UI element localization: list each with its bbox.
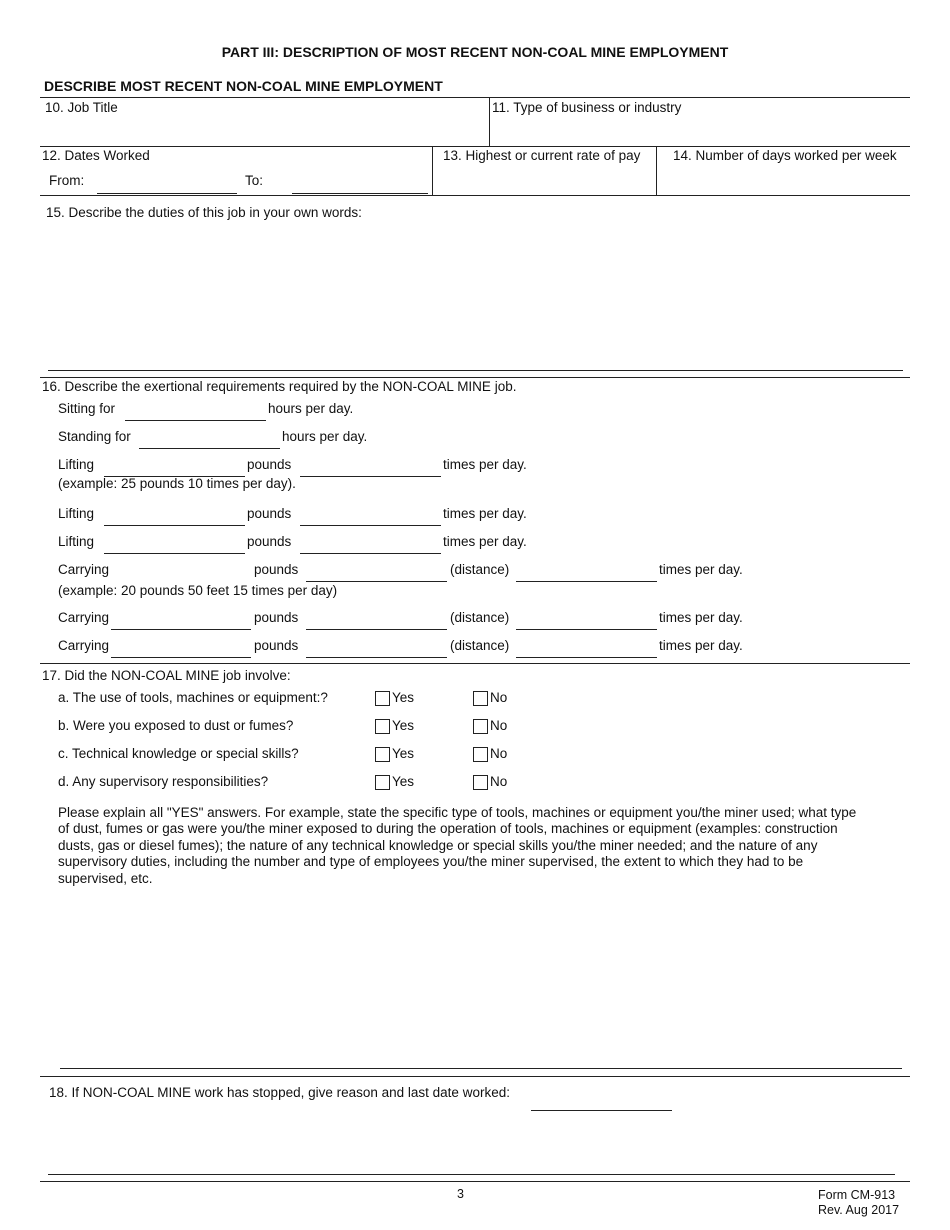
pounds-label: pounds [247, 506, 292, 521]
days-per-week-field[interactable] [657, 166, 910, 194]
standing-label: Standing for [58, 429, 131, 444]
dust-yes-checkbox[interactable] [375, 719, 390, 734]
explain-line: of dust, fumes or gas were you/the miner exposed to during the operation of tools, machines or equipment (examples: construction [58, 821, 838, 836]
carrying-pounds-field[interactable] [306, 629, 447, 630]
standing-hours-field[interactable] [139, 448, 280, 449]
supervisory-no-checkbox[interactable] [473, 775, 488, 790]
times-per-day-label: times per day. [659, 610, 743, 625]
carrying-weight-field[interactable] [111, 629, 251, 630]
lifting-times-field[interactable] [300, 476, 441, 477]
carrying-label: Carrying [58, 610, 110, 625]
days-per-week-label: 14. Number of days worked per week [673, 148, 897, 163]
distance-label: (distance) [450, 562, 510, 577]
divider [40, 663, 910, 664]
involve-item-technical: c. Technical knowledge or special skills? [58, 746, 299, 761]
yes-label: Yes [392, 718, 415, 733]
involve-item-dust: b. Were you exposed to dust or fumes? [58, 718, 294, 733]
pounds-label: pounds [247, 534, 292, 549]
carrying-distance-field[interactable] [516, 629, 657, 630]
divider [40, 195, 910, 196]
sitting-hours-field[interactable] [125, 420, 266, 421]
carrying-label: Carrying [58, 638, 110, 653]
no-label: No [490, 774, 508, 789]
carrying-distance-field[interactable] [516, 581, 657, 582]
reason-underline [48, 1174, 895, 1175]
divider [40, 1076, 910, 1077]
no-label: No [490, 690, 508, 705]
involve-label: 17. Did the NON-COAL MINE job involve: [42, 668, 291, 683]
stopped-label: 18. If NON-COAL MINE work has stopped, give reason and last date worked: [49, 1085, 510, 1100]
explain-underline [60, 1068, 902, 1069]
pounds-label: pounds [254, 562, 299, 577]
lifting-label: Lifting [58, 534, 95, 549]
distance-label: (distance) [450, 610, 510, 625]
no-label: No [490, 746, 508, 761]
form-number: Form CM-913 [818, 1188, 896, 1202]
times-per-day-label: times per day. [659, 638, 743, 653]
tools-no-checkbox[interactable] [473, 691, 488, 706]
carrying-label: Carrying [58, 562, 110, 577]
pay-rate-label: 13. Highest or current rate of pay [443, 148, 641, 163]
carrying-weight-field[interactable] [111, 657, 251, 658]
lifting-times-field[interactable] [300, 553, 441, 554]
page-number: 3 [457, 1187, 464, 1201]
hours-per-day-label: hours per day. [268, 401, 354, 416]
times-per-day-label: times per day. [443, 506, 527, 521]
involve-item-tools: a. The use of tools, machines or equipment:? [58, 690, 328, 705]
divider [40, 146, 910, 147]
dust-no-checkbox[interactable] [473, 719, 488, 734]
tools-yes-checkbox[interactable] [375, 691, 390, 706]
pounds-label: pounds [254, 638, 299, 653]
explain-field[interactable] [60, 892, 902, 1067]
business-type-field[interactable] [490, 118, 910, 146]
job-title-field[interactable] [40, 100, 488, 146]
times-per-day-label: times per day. [443, 534, 527, 549]
involve-item-supervisory: d. Any supervisory responsibilities? [58, 774, 269, 789]
duties-underline [48, 370, 903, 371]
hours-per-day-label: hours per day. [282, 429, 368, 444]
pay-rate-field[interactable] [433, 166, 655, 194]
stopped-reason-field[interactable] [48, 1118, 895, 1173]
duties-field[interactable] [48, 224, 903, 369]
duties-label: 15. Describe the duties of this job in your own words: [46, 205, 362, 220]
supervisory-yes-checkbox[interactable] [375, 775, 390, 790]
lifting-times-field[interactable] [300, 525, 441, 526]
carrying-pounds-field[interactable] [306, 581, 447, 582]
exertional-label: 16. Describe the exertional requirements required by the NON-COAL MINE job. [42, 379, 517, 394]
technical-yes-checkbox[interactable] [375, 747, 390, 762]
from-date-field[interactable] [97, 193, 237, 194]
last-date-field[interactable] [531, 1110, 672, 1111]
divider [40, 97, 910, 98]
pounds-label: pounds [247, 457, 292, 472]
yes-label: Yes [392, 774, 415, 789]
to-label: To: [245, 173, 264, 188]
carrying-pounds-field[interactable] [306, 657, 447, 658]
yes-label: Yes [392, 690, 415, 705]
lifting-example: (example: 25 pounds 10 times per day). [58, 476, 296, 491]
divider [40, 1181, 910, 1182]
section-title: DESCRIBE MOST RECENT NON-COAL MINE EMPLOYMENT [44, 78, 443, 94]
times-per-day-label: times per day. [659, 562, 743, 577]
divider [40, 377, 910, 378]
carrying-example: (example: 20 pounds 50 feet 15 times per day) [58, 583, 338, 598]
form-revision: Rev. Aug 2017 [818, 1203, 900, 1217]
explain-line: supervised, etc. [58, 871, 153, 886]
from-label: From: [49, 173, 85, 188]
explain-line: supervisory duties, including the number and type of employees you/the miner supervised, the extent to which they had to be [58, 854, 804, 869]
dates-worked-label: 12. Dates Worked [42, 148, 150, 163]
job-title-label: 10. Job Title [45, 100, 118, 115]
distance-label: (distance) [450, 638, 510, 653]
to-date-field[interactable] [292, 193, 428, 194]
technical-no-checkbox[interactable] [473, 747, 488, 762]
lifting-label: Lifting [58, 506, 95, 521]
sitting-label: Sitting for [58, 401, 116, 416]
times-per-day-label: times per day. [443, 457, 527, 472]
business-type-label: 11. Type of business or industry [492, 100, 682, 115]
carrying-distance-field[interactable] [516, 657, 657, 658]
explain-line: dusts, gas or diesel fumes); the nature of any technical knowledge or special skills you/the miner needed; and the nature of any [58, 838, 818, 853]
lifting-label: Lifting [58, 457, 95, 472]
explain-line: Please explain all "YES" answers. For example, state the specific type of tools, machines or equipment you/the miner used; what type [58, 805, 857, 820]
lifting-pounds-field[interactable] [104, 525, 245, 526]
no-label: No [490, 718, 508, 733]
part-title: PART III: DESCRIPTION OF MOST RECENT NON-COAL MINE EMPLOYMENT [221, 44, 729, 60]
yes-label: Yes [392, 746, 415, 761]
pounds-label: pounds [254, 610, 299, 625]
lifting-pounds-field[interactable] [104, 553, 245, 554]
